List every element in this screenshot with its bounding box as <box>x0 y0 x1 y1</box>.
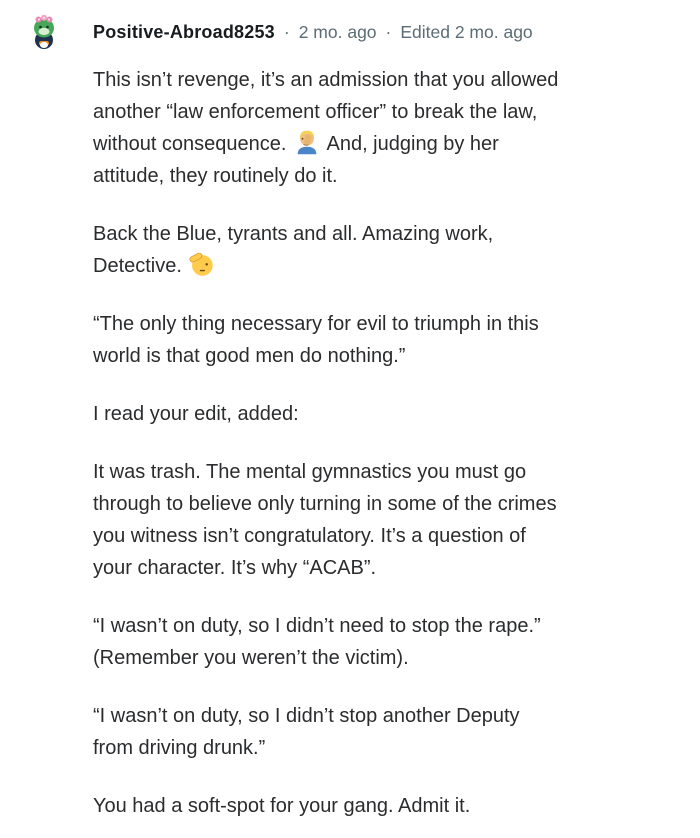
comment-line <box>93 610 680 642</box>
comment-text: “I wasn’t on duty, so I didn’t stop another Deputy <box>93 705 520 727</box>
comment-text: You had a soft-spot for your gang. Admit it. <box>93 795 471 817</box>
comment-text: world is that good men do nothing.” <box>93 345 406 367</box>
comment-text: It was trash. The mental gymnastics you must go <box>93 461 527 483</box>
comment-paragraph <box>93 700 680 764</box>
comment-header <box>0 0 700 52</box>
comment-line <box>93 520 680 552</box>
comment-line <box>93 456 680 488</box>
comment-paragraph <box>93 456 680 584</box>
comment-line <box>93 732 680 764</box>
comment-line <box>93 488 680 520</box>
user-avatar[interactable] <box>30 14 58 50</box>
comment-text: And, judging by her <box>326 133 499 155</box>
comment-text: Detective. <box>93 255 188 277</box>
comment-text: without consequence. <box>93 133 293 155</box>
comment-text: This isn’t revenge, it’s an admission that you allowed <box>93 69 559 91</box>
meta-separator: · <box>385 21 392 42</box>
comment-paragraph <box>93 308 680 372</box>
comment-line <box>93 642 680 674</box>
comment-text: “I wasn’t on duty, so I didn’t need to stop the rape.” <box>93 615 541 637</box>
comment-line <box>93 218 680 250</box>
comment-text: from driving drunk.” <box>93 737 266 759</box>
comment-paragraph <box>93 790 680 822</box>
comment-meta-row <box>93 22 533 43</box>
comment-line <box>93 398 680 430</box>
comment-timestamp: 2 mo. ago <box>298 21 377 42</box>
snoo-avatar-icon <box>30 14 58 50</box>
comment-line <box>93 790 680 822</box>
comment-text: I read your edit, added: <box>93 403 299 425</box>
comment-line <box>93 250 680 282</box>
comment-line <box>93 700 680 732</box>
comment-text: “The only thing necessary for evil to triumph in this <box>93 313 539 335</box>
comment-paragraph <box>93 64 680 192</box>
comment-line <box>93 160 680 192</box>
comment-paragraph <box>93 610 680 674</box>
comment-line <box>93 96 680 128</box>
comment-edited-timestamp: Edited 2 mo. ago <box>400 21 533 42</box>
comment-line <box>93 128 680 160</box>
meta-separator: · <box>283 21 290 42</box>
comment-text: attitude, they routinely do it. <box>93 165 338 187</box>
comment-line <box>93 64 680 96</box>
comment-body <box>93 64 680 822</box>
comment-text: your character. It’s why “ACAB”. <box>93 557 377 579</box>
comment-text: you witness isn’t congratulatory. It’s a question of <box>93 525 526 547</box>
comment-author[interactable]: Positive-Abroad8253 <box>93 21 275 42</box>
comment-line <box>93 340 680 372</box>
saluting-face-emoji <box>189 251 215 277</box>
comment-paragraph <box>93 398 680 430</box>
comment-line <box>93 552 680 584</box>
comment-text: Back the Blue, tyrants and all. Amazing work, <box>93 223 494 245</box>
comment-line <box>93 308 680 340</box>
comment-text: through to believe only turning in some of the crimes <box>93 493 557 515</box>
man-facepalming-emoji <box>294 129 320 155</box>
comment-text: another “law enforcement officer” to break the law, <box>93 101 538 123</box>
comment-paragraph <box>93 218 680 282</box>
comment-text: (Remember you weren’t the victim). <box>93 647 409 669</box>
